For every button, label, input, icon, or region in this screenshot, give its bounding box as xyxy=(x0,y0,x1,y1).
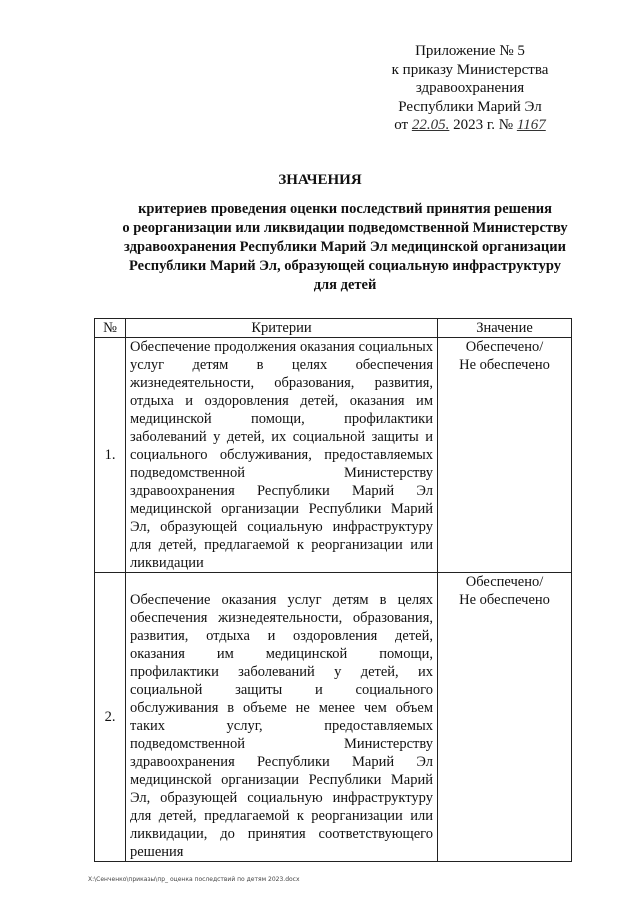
row-value xyxy=(438,338,572,573)
document-title: ЗНАЧЕНИЯ xyxy=(278,172,362,188)
handwritten-date: 22.05. xyxy=(411,117,450,133)
row-number: 2. xyxy=(95,573,126,862)
appendix-title: Приложение № 5 xyxy=(415,43,525,59)
appendix-ministry: здравоохранения xyxy=(415,80,525,96)
header-number: № xyxy=(95,319,126,338)
value-option-yes: Обеспечено/ xyxy=(465,339,544,355)
subtitle-line: Республики Марий Эл, образующей социальную инфраструктуру xyxy=(129,258,561,274)
row-criterion: Обеспечение продолжения оказания социальных услуг детям в целях обеспечения жизнедеятельности, образования, развития, отдыха и оздоровления детей, оказания им медицинской помощи, профилактики заболеваний у детей, их социальной защиты и социального обслуживания, предоставляемых подведомственной Министерству здравоохранения Республики Марий Эл медицинской организации Республики Марий Эл, образующей социальную инфраструктуру для детей, предлагаемой к реорганизации или ликвидации xyxy=(126,338,438,573)
subtitle-line: здравоохранения Республики Марий Эл медицинской организации xyxy=(124,239,566,255)
appendix-order-ref: к приказу Министерства xyxy=(391,61,549,78)
table-header-row xyxy=(95,319,572,338)
subtitle-line: о реорганизации или ликвидации подведомственной Министерству xyxy=(122,220,568,236)
subtitle-line: критериев проведения оценки последствий принятия решения xyxy=(138,201,552,217)
value-option-no: Не обеспечено xyxy=(459,357,550,373)
value-option-no: Не обеспечено xyxy=(459,592,550,608)
document-subtitle xyxy=(95,200,595,295)
header-value: Значение xyxy=(438,319,572,338)
date-year: 2023 г. № xyxy=(449,117,517,133)
row-criterion: Обеспечение оказания услуг детям в целях обеспечения жизнедеятельности, образования, развития, отдыха и оздоровления детей, оказания им медицинской помощи, профилактики заболеваний у детей, их социальной защиты и социального обслуживания в объеме не менее чем объем таких услуг, предоставляемых подведомственной Министерству здравоохранения Республики Марий Эл медицинской организации Республики Марий Эл, образующей социальную инфраструктуру для детей, предлагаемой к реорганизации или ликвидации, до принятия соответствующего решения xyxy=(126,573,438,862)
row-number: 1. xyxy=(95,338,126,573)
appendix-republic: Республики Марий Эл xyxy=(398,98,542,115)
file-path-footer: X:\Сенченко\приказы\пр_ оценка последствий по детям 2023.docx xyxy=(88,876,300,883)
subtitle-line: для детей xyxy=(313,277,377,293)
row-value xyxy=(438,573,572,862)
appendix-block xyxy=(370,42,570,135)
criteria-table xyxy=(94,318,572,862)
handwritten-order-number: 1167 xyxy=(516,117,546,133)
table-row xyxy=(95,338,572,573)
table-row xyxy=(95,573,572,862)
value-option-yes: Обеспечено/ xyxy=(465,574,544,590)
header-criteria: Критерии xyxy=(126,319,438,338)
appendix-date-line xyxy=(370,116,570,135)
date-prefix: от xyxy=(394,117,412,133)
